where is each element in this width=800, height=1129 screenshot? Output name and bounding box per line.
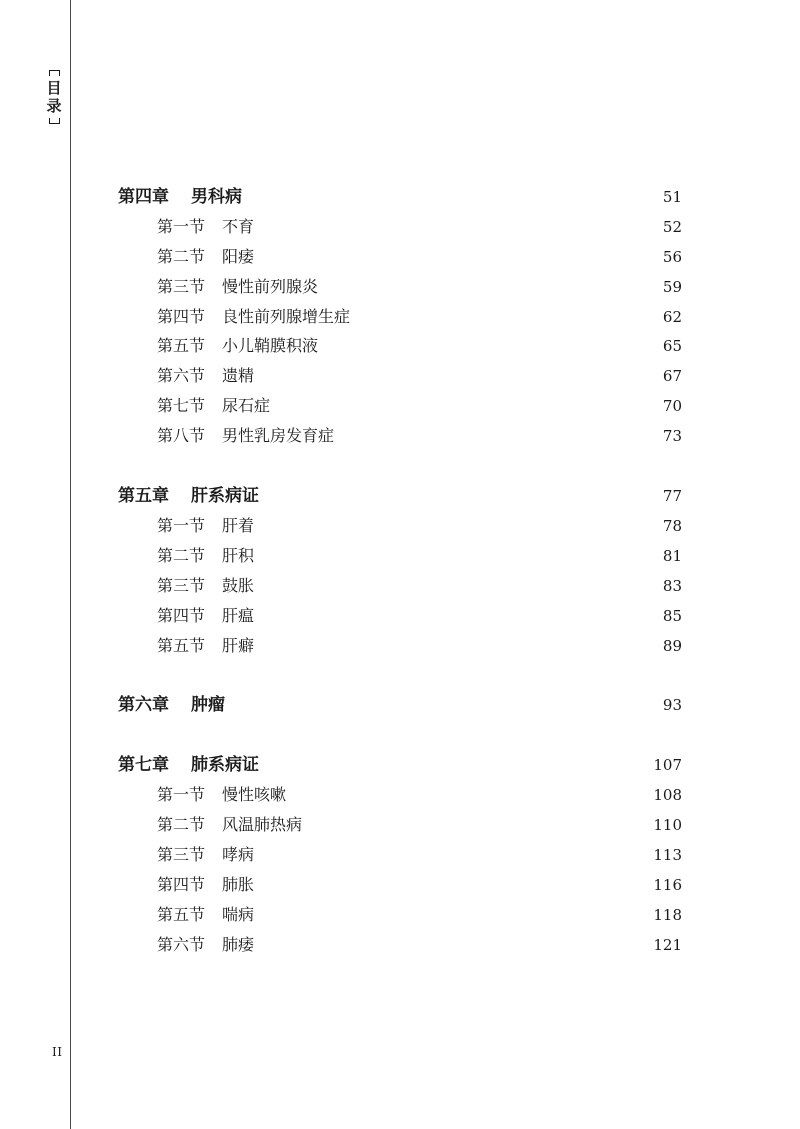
entry-page-number: 107: [653, 756, 682, 774]
entry-page-number: 116: [653, 876, 682, 894]
toc-section-entry[interactable]: [0, 334, 800, 358]
entry-page-number: 56: [662, 248, 682, 266]
entry-number: 第二节: [157, 247, 206, 266]
entry-title: 肝积: [222, 546, 255, 565]
entry-page-number: 93: [662, 696, 682, 714]
entry-page-number: 62: [662, 308, 682, 326]
entry-title: 喘病: [222, 905, 255, 924]
entry-page-number: 70: [662, 397, 682, 415]
entry-title: 男科病: [191, 187, 242, 207]
entry-title: 肺系病证: [191, 755, 259, 775]
entry-page-number: 121: [653, 936, 682, 954]
entry-number: 第一节: [157, 217, 206, 236]
entry-title: 肝系病证: [191, 486, 259, 506]
entry-title: 遗精: [222, 366, 255, 385]
entry-title: 男性乳房发育症: [222, 426, 335, 445]
entry-page-number: 67: [662, 367, 682, 385]
toc-section-entry[interactable]: [0, 843, 800, 867]
entry-title: 肝癖: [222, 636, 255, 655]
entry-title: 肺胀: [222, 875, 255, 894]
entry-title: 肿瘤: [191, 695, 225, 715]
entry-title: 肺痿: [222, 935, 255, 954]
entry-page-number: 85: [662, 607, 682, 625]
entry-page-number: 118: [653, 906, 682, 924]
entry-title: 肝瘟: [222, 606, 255, 625]
entry-number: 第七节: [157, 396, 206, 415]
entry-number: 第四节: [157, 606, 206, 625]
entry-page-number: 81: [662, 547, 682, 565]
entry-title: 鼓胀: [222, 576, 255, 595]
entry-page-number: 73: [662, 427, 682, 445]
toc-section-entry[interactable]: [0, 813, 800, 837]
entry-page-number: 78: [662, 517, 682, 535]
toc-chapter-entry[interactable]: [0, 185, 800, 209]
entry-number: 第三节: [157, 845, 206, 864]
entry-number: 第六节: [157, 366, 206, 385]
entry-number: 第五节: [157, 336, 206, 355]
toc-section-entry[interactable]: [0, 394, 800, 418]
toc-section-entry[interactable]: [0, 514, 800, 538]
entry-title: 不育: [222, 217, 255, 236]
entry-number: 第二节: [157, 815, 206, 834]
entry-page-number: 52: [662, 218, 682, 236]
entry-number: 第一节: [157, 516, 206, 535]
bracket-top: [49, 70, 60, 76]
toc-section-entry[interactable]: [0, 424, 800, 448]
toc-section-entry[interactable]: [0, 783, 800, 807]
toc-section-entry[interactable]: [0, 215, 800, 239]
entry-title: 良性前列腺增生症: [222, 307, 351, 326]
entry-number: 第一节: [157, 785, 206, 804]
entry-page-number: 83: [662, 577, 682, 595]
bracket-bottom: [49, 118, 60, 124]
entry-page-number: 65: [662, 337, 682, 355]
entry-number: 第四章: [118, 187, 169, 207]
entry-title: 肝着: [222, 516, 255, 535]
entry-page-number: 89: [662, 637, 682, 655]
entry-number: 第五节: [157, 636, 206, 655]
entry-number: 第四节: [157, 875, 206, 894]
running-header-toc: [46, 70, 62, 124]
entry-page-number: 77: [662, 487, 682, 505]
entry-title: 风温肺热病: [222, 815, 303, 834]
toc-section-entry[interactable]: [0, 245, 800, 269]
toc-section-entry[interactable]: [0, 544, 800, 568]
entry-number: 第六节: [157, 935, 206, 954]
toc-section-entry[interactable]: [0, 574, 800, 598]
entry-number: 第四节: [157, 307, 206, 326]
entry-page-number: 59: [662, 278, 682, 296]
toc-chapter-entry[interactable]: [0, 693, 800, 717]
entry-number: 第五节: [157, 905, 206, 924]
entry-title: 慢性前列腺炎: [222, 277, 319, 296]
entry-title: 阳痿: [222, 247, 255, 266]
entry-number: 第三节: [157, 277, 206, 296]
entry-page-number: 113: [653, 846, 682, 864]
toc-section-entry[interactable]: [0, 634, 800, 658]
toc-section-entry[interactable]: [0, 933, 800, 957]
toc-chapter-entry[interactable]: [0, 484, 800, 508]
entry-number: 第六章: [118, 695, 169, 715]
entry-page-number: 51: [662, 188, 682, 206]
entry-title: 小儿鞘膜积液: [222, 336, 319, 355]
entry-page-number: 108: [653, 786, 682, 804]
toc-chapter-entry[interactable]: [0, 753, 800, 777]
entry-title: 哮病: [222, 845, 255, 864]
entry-title: 尿石症: [222, 396, 271, 415]
toc-section-entry[interactable]: [0, 604, 800, 628]
entry-number: 第三节: [157, 576, 206, 595]
toc-section-entry[interactable]: [0, 305, 800, 329]
toc-section-entry[interactable]: [0, 873, 800, 897]
entry-number: 第八节: [157, 426, 206, 445]
entry-number: 第五章: [118, 486, 169, 506]
page-number: II: [52, 1045, 63, 1059]
entry-title: 慢性咳嗽: [222, 785, 287, 804]
toc-section-entry[interactable]: [0, 903, 800, 927]
entry-number: 第七章: [118, 755, 169, 775]
toc-section-entry[interactable]: [0, 275, 800, 299]
toc-section-entry[interactable]: [0, 364, 800, 388]
running-header-text: 目录: [46, 79, 62, 115]
entry-page-number: 110: [653, 816, 682, 834]
entry-number: 第二节: [157, 546, 206, 565]
